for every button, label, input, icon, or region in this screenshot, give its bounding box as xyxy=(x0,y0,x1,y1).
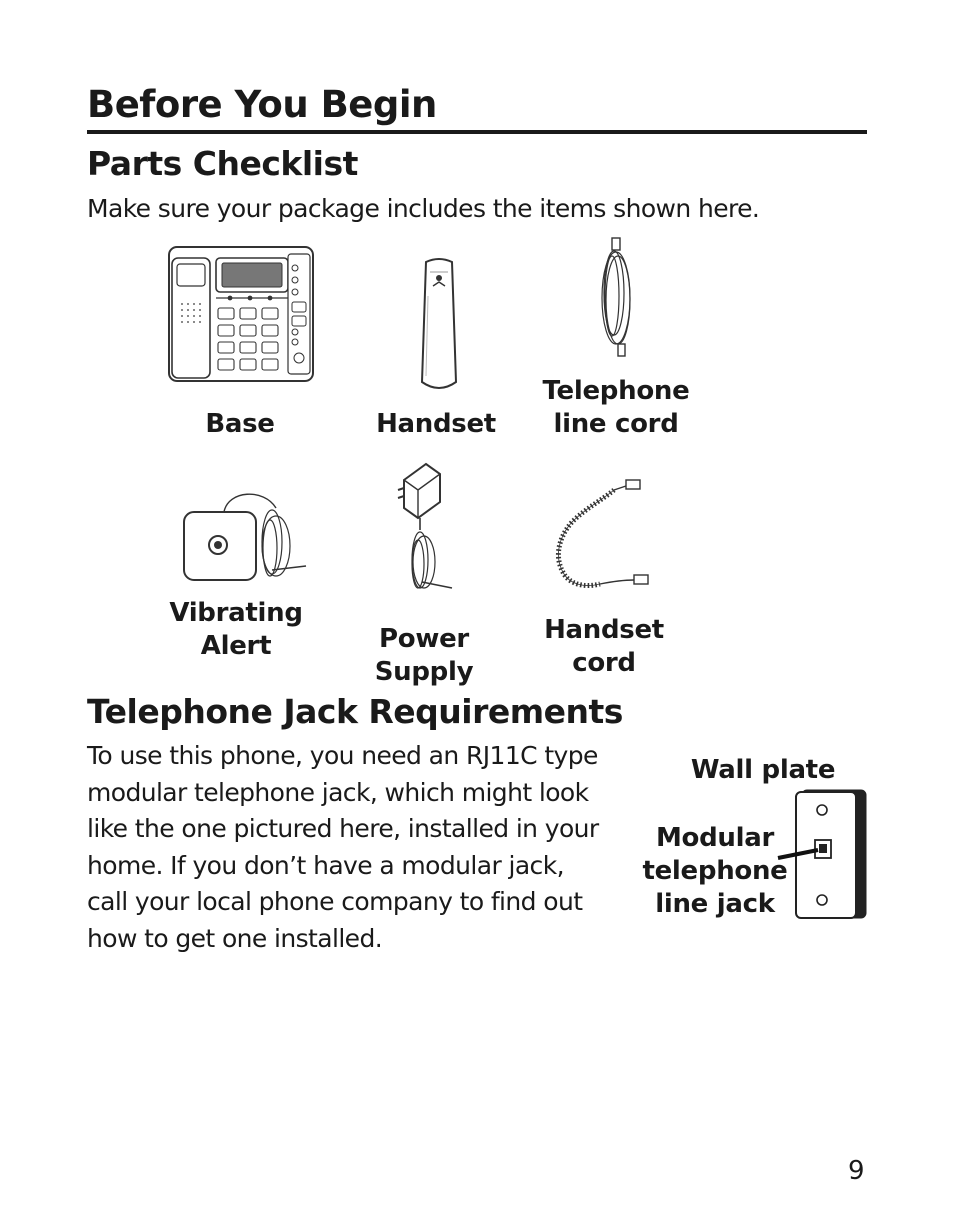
item-label-base: Base xyxy=(205,409,275,439)
handset-icon xyxy=(418,256,460,396)
power-supply-icon xyxy=(398,462,456,596)
base-phone-icon xyxy=(168,246,314,382)
item-label-vibrating-alert: Vibrating Alert xyxy=(169,598,303,661)
jack-requirements-heading: Telephone Jack Requirements xyxy=(87,692,623,731)
item-label-power-supply: Power Supply xyxy=(374,624,474,687)
modular-jack-label: Modular telephone line jack xyxy=(642,823,788,919)
item-label-handset: Handset xyxy=(376,409,496,439)
parts-checklist-heading: Parts Checklist xyxy=(87,144,358,183)
item-label-telephone-line-cord: Telephone line cord xyxy=(542,376,690,439)
handset-cord-icon xyxy=(550,478,654,596)
vibrating-alert-icon xyxy=(182,490,308,582)
wall-plate-label: Wall plate xyxy=(690,755,836,785)
jack-requirements-body: To use this phone, you need an RJ11C type modular telephone jack, which might look like the one pictured here, installed in your home. If you don’t have a modular jack, call your local phone company to find out how to get one installed. xyxy=(87,741,599,953)
parts-checklist-intro: Make sure your package includes the items shown here. xyxy=(87,194,760,223)
telephone-line-cord-icon xyxy=(592,238,640,358)
item-label-handset-cord: Handset cord xyxy=(544,615,664,678)
page-number: 9 xyxy=(848,1156,865,1186)
page-title: Before You Begin xyxy=(87,82,867,134)
